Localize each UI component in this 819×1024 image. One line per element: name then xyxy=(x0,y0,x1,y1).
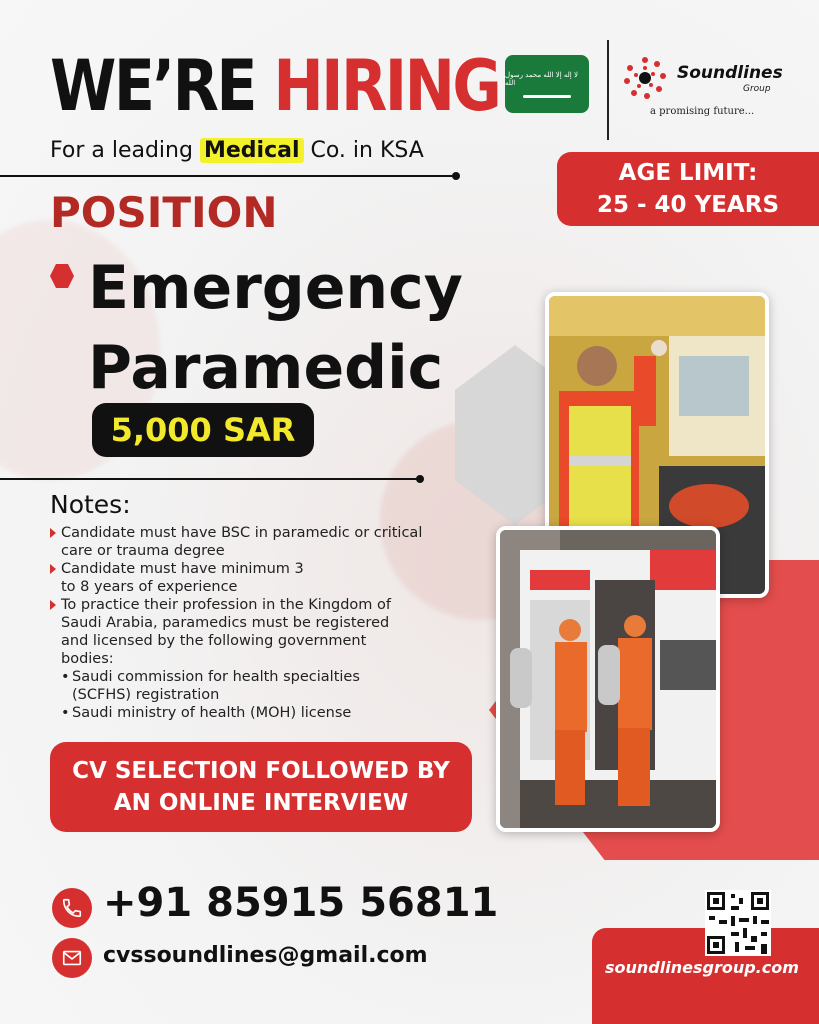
notes-list xyxy=(50,524,450,722)
job-title xyxy=(88,248,463,408)
headline xyxy=(50,46,499,126)
subtitle-suffix: Co. in KSA xyxy=(310,138,424,163)
age-limit-badge xyxy=(557,152,819,226)
photo-paramedics-at-ambulance xyxy=(496,526,720,832)
selection-line-2: AN ONLINE INTERVIEW xyxy=(113,790,409,816)
note-item: Candidate must have minimum 3 to 8 years of experience xyxy=(50,560,311,596)
website-link[interactable]: soundlinesgroup.com xyxy=(605,958,799,977)
note-item: To practice their profession in the Kingdom of Saudi Arabia, paramedics must be registered and licensed by the following government bodies: xyxy=(50,596,391,668)
ambulance-exterior-illustration xyxy=(500,530,716,828)
selection-process-banner xyxy=(50,742,472,832)
note-item: Candidate must have BSC in paramedic or critical care or trauma degree xyxy=(50,524,450,560)
company-name: Soundlines xyxy=(677,63,783,83)
company-tagline: a promising future... xyxy=(650,106,755,117)
qr-pattern xyxy=(705,890,771,956)
headline-word-2: HIRING xyxy=(273,45,500,127)
subtitle-highlight: Medical xyxy=(200,138,304,163)
saudi-flag xyxy=(505,55,589,113)
job-title-line-1: Emergency xyxy=(88,253,463,323)
logo-divider xyxy=(607,40,609,140)
position-heading: POSITION xyxy=(50,188,278,237)
age-limit-range: 25 - 40 YEARS xyxy=(596,192,780,218)
divider xyxy=(0,175,456,177)
flag-script: لا إله إلا الله محمد رسول الله xyxy=(505,70,578,87)
company-group: Group xyxy=(743,84,771,94)
job-title-line-2: Paramedic xyxy=(88,333,444,403)
salary-badge: 5,000 SAR xyxy=(92,403,314,457)
note-sub-item-text: Saudi commission for health specialties (SCFHS) registration xyxy=(72,669,360,703)
note-sub-item-text: Saudi ministry of health (MOH) license xyxy=(72,705,352,721)
subtitle xyxy=(50,138,424,163)
phone-glyph-icon xyxy=(61,897,83,919)
divider xyxy=(0,478,420,480)
email-icon xyxy=(52,938,92,978)
sword-icon xyxy=(523,95,571,98)
headline-word-1: WE’RE xyxy=(50,45,255,127)
note-sub-item: • Saudi ministry of health (MOH) license xyxy=(61,705,352,721)
subtitle-prefix: For a leading xyxy=(50,138,193,163)
age-limit-label: AGE LIMIT: xyxy=(618,160,758,186)
soundlines-logo-icon xyxy=(621,54,669,102)
notes-heading: Notes: xyxy=(50,490,131,519)
qr-code-icon[interactable] xyxy=(705,890,771,956)
email-address[interactable]: cvssoundlines@gmail.com xyxy=(103,943,428,968)
phone-number[interactable]: +91 85915 56811 xyxy=(103,880,499,926)
phone-icon xyxy=(52,888,92,928)
envelope-glyph-icon xyxy=(61,947,83,969)
note-sub-item: • Saudi commission for health specialties (SCFHS) registration xyxy=(61,669,360,703)
selection-line-1: CV SELECTION FOLLOWED BY xyxy=(72,758,450,784)
